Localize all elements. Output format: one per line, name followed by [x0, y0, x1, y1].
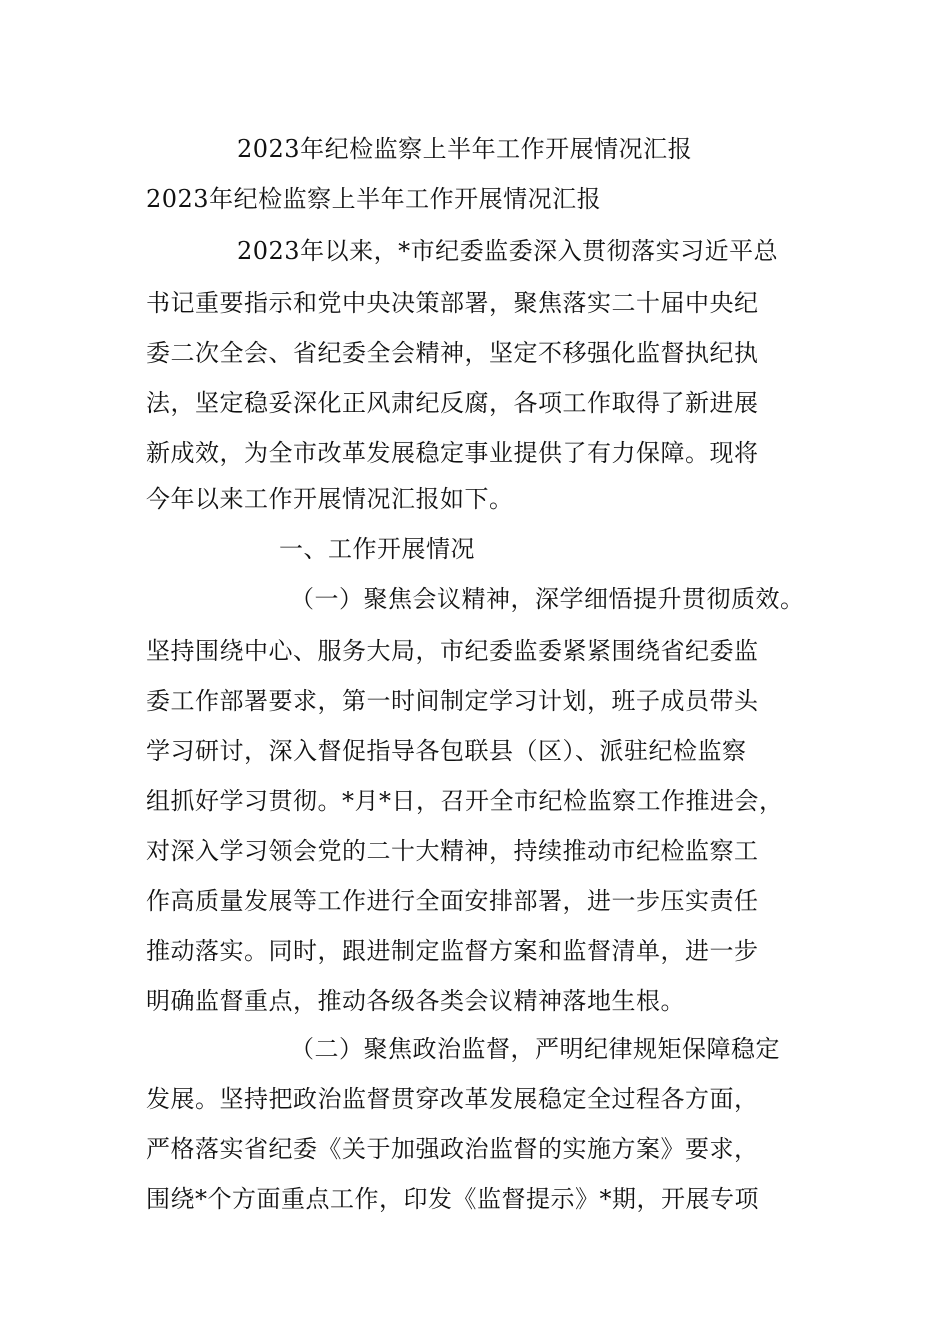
body-line: 作高质量发展等工作进行全面安排部署，进一步压实责任: [146, 887, 759, 915]
subsection-2-heading: （二）聚焦政治监督，严明纪律规矩保障稳定: [290, 1035, 780, 1063]
body-line: 发展。坚持把政治监督贯穿改革发展稳定全过程各方面，: [146, 1085, 759, 1113]
intro-line: 2023年以来，*市纪委监委深入贯彻落实习近平总: [237, 237, 779, 265]
body-line: 委工作部署要求，第一时间制定学习计划，班子成员带头: [146, 687, 759, 715]
body-line: 对深入学习领会党的二十大精神，持续推动市纪检监察工: [146, 837, 759, 865]
body-line: 组抓好学习贯彻。*月*日，召开全市纪检监察工作推进会，: [146, 787, 784, 815]
section-heading: 一、工作开展情况: [279, 535, 475, 563]
document-subtitle: 2023年纪检监察上半年工作开展情况汇报: [146, 185, 602, 213]
body-line: 围绕*个方面重点工作，印发《监督提示》*期，开展专项: [146, 1185, 759, 1213]
intro-line: 书记重要指示和党中央决策部署，聚焦落实二十届中央纪: [146, 289, 759, 317]
intro-line: 委二次全会、省纪委全会精神，坚定不移强化监督执纪执: [146, 339, 759, 367]
intro-line: 法，坚定稳妥深化正风肃纪反腐，各项工作取得了新进展: [146, 389, 759, 417]
body-line: 严格落实省纪委《关于加强政治监督的实施方案》要求，: [146, 1135, 759, 1163]
document-title: 2023年纪检监察上半年工作开展情况汇报: [237, 135, 693, 163]
body-line: 推动落实。同时，跟进制定监督方案和监督清单，进一步: [146, 937, 759, 965]
intro-line: 今年以来工作开展情况汇报如下。: [146, 485, 514, 513]
body-line: 坚持围绕中心、服务大局，市纪委监委紧紧围绕省纪委监: [146, 637, 759, 665]
body-line: 明确监督重点，推动各级各类会议精神落地生根。: [146, 987, 685, 1015]
subsection-1-heading: （一）聚焦会议精神，深学细悟提升贯彻质效。: [290, 585, 805, 613]
intro-line: 新成效，为全市改革发展稳定事业提供了有力保障。现将: [146, 439, 759, 467]
body-line: 学习研讨，深入督促指导各包联县（区）、派驻纪检监察: [146, 737, 747, 765]
